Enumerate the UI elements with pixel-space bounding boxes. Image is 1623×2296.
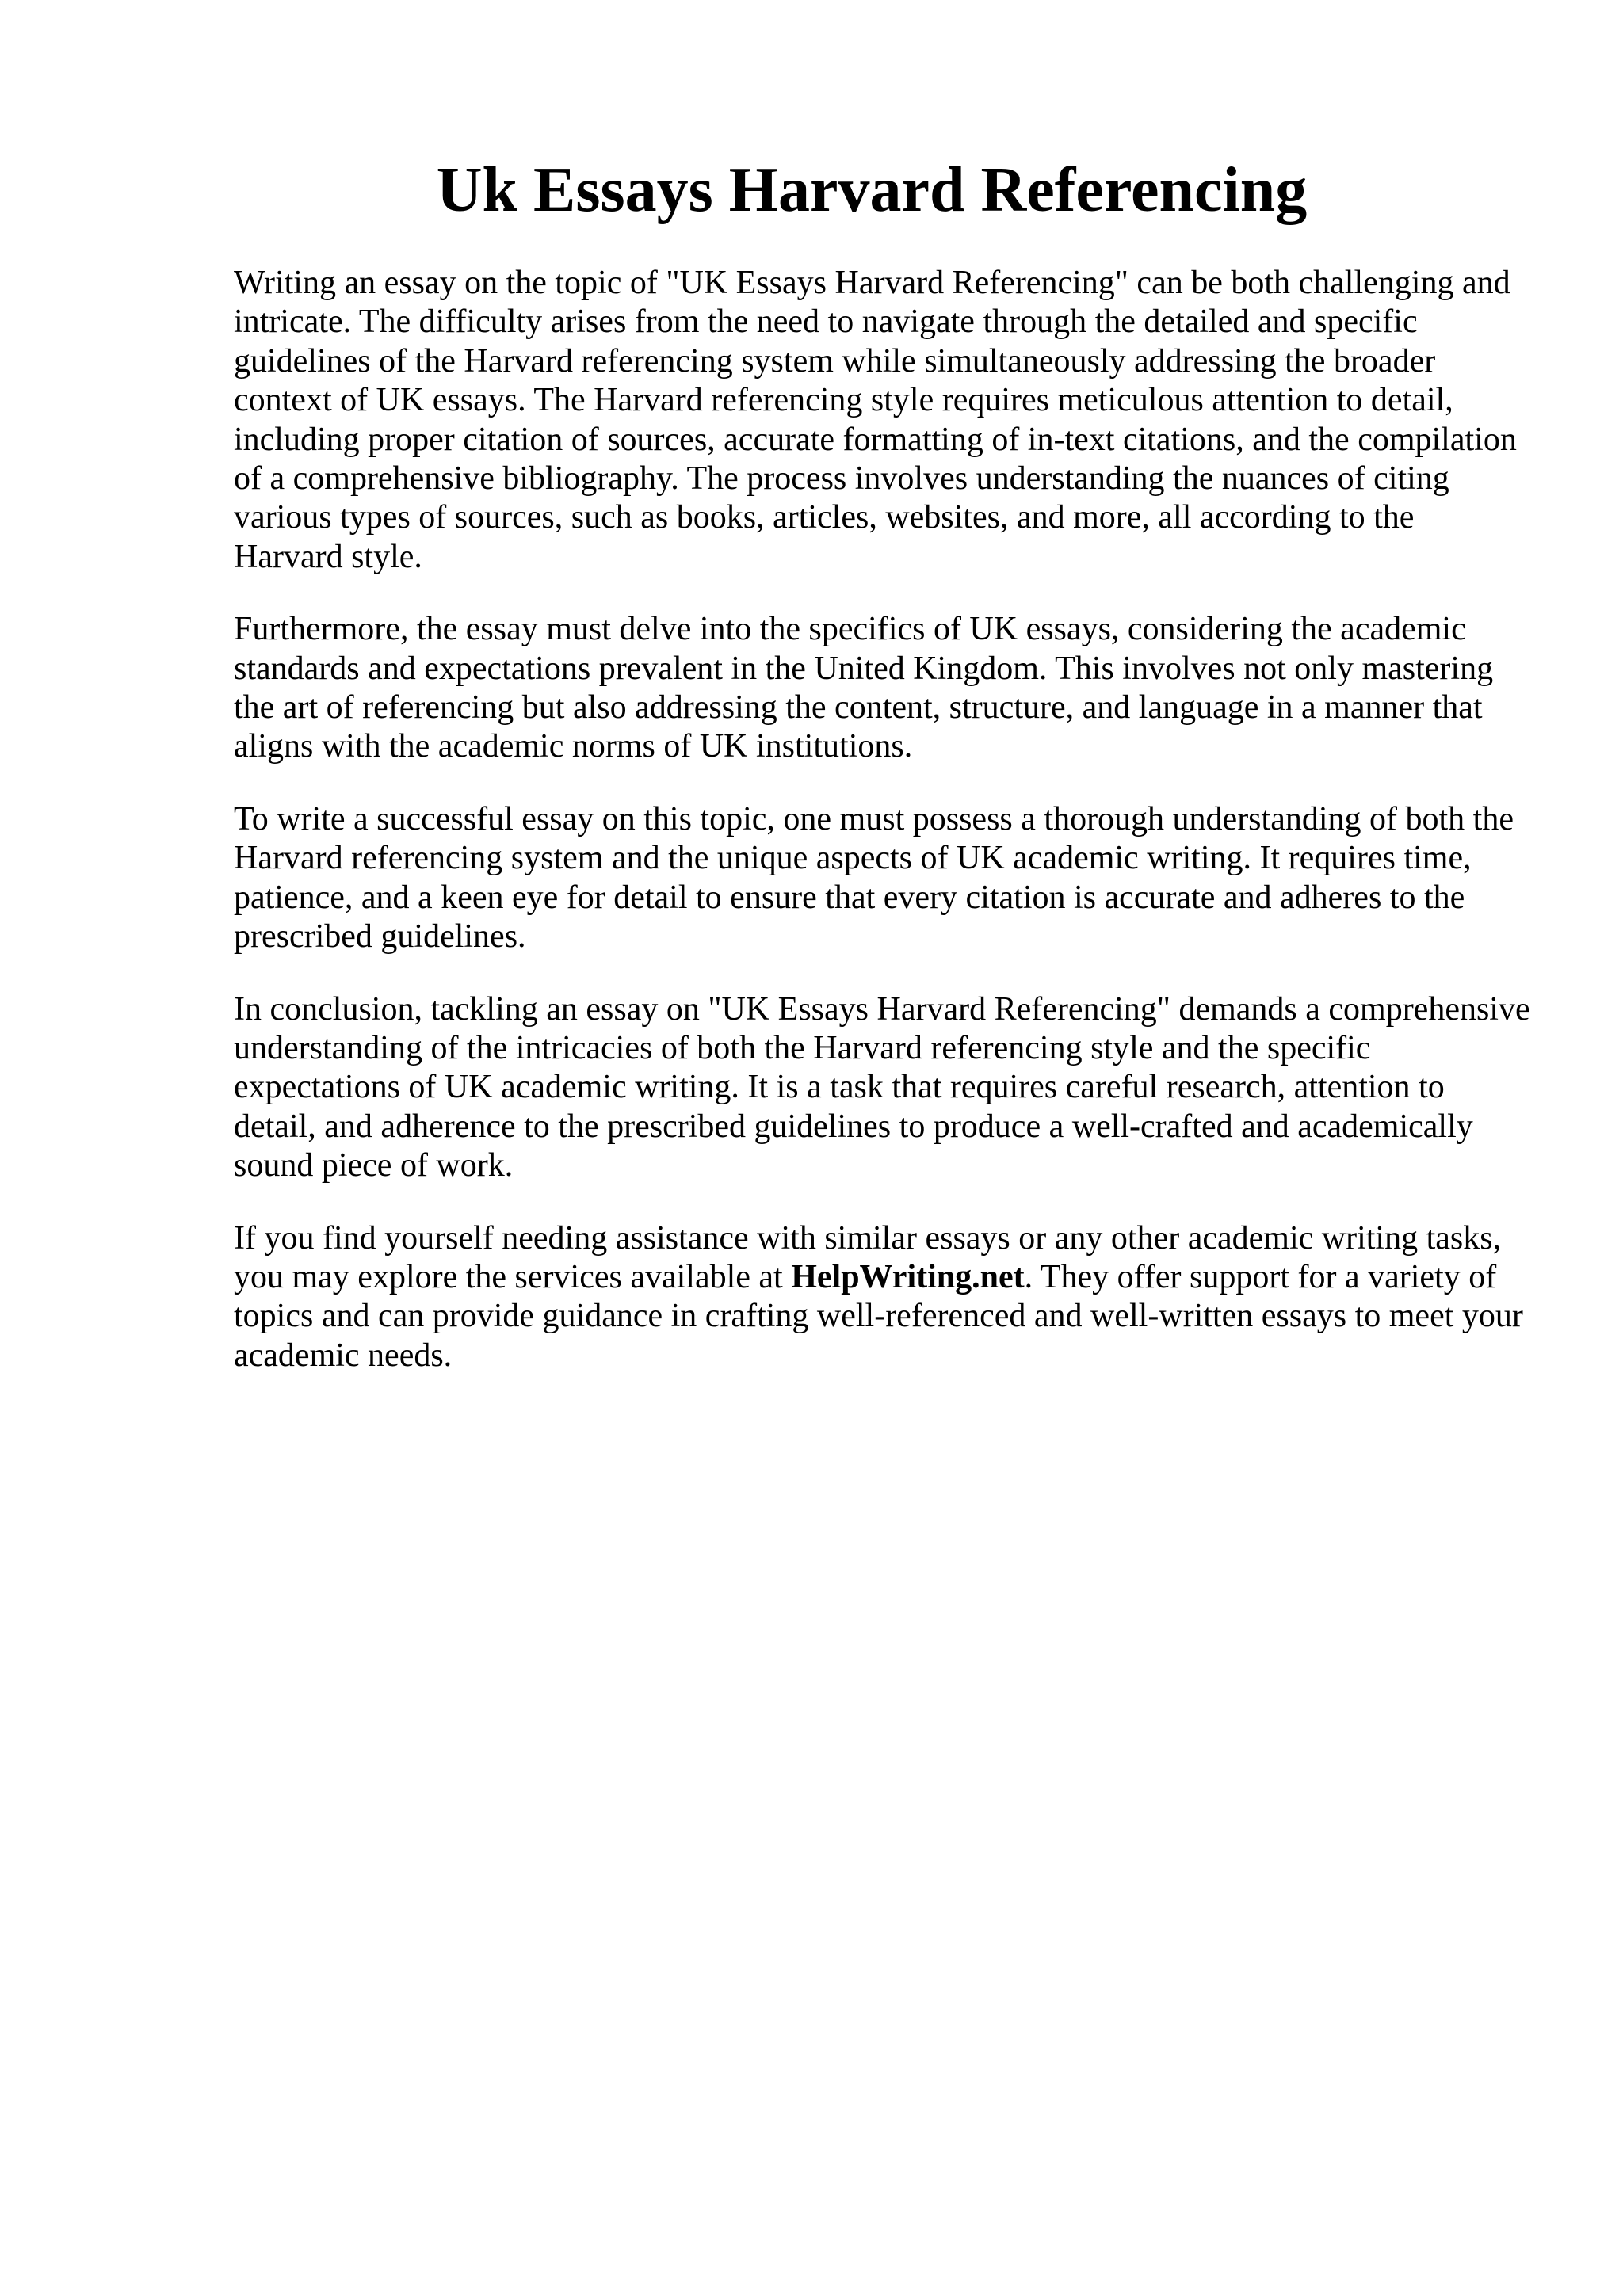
- paragraph-line: patience, and a keen eye for detail to ensure that every citation is accurate and adheres to the: [234, 879, 1465, 916]
- line-text-before-link: you may explore the services available at: [234, 1258, 792, 1295]
- paragraph-line: In conclusion, tackling an essay on "UK Essays Harvard Referencing" demands a comprehensive: [234, 990, 1530, 1028]
- paragraph-2: [234, 610, 1533, 767]
- paragraph-line: topics and can provide guidance in crafting well-referenced and well-written essays to meet your: [234, 1298, 1523, 1335]
- paragraph-3: [234, 800, 1533, 957]
- paragraph-line: Writing an essay on the topic of "UK Essays Harvard Referencing" can be both challenging and: [234, 265, 1510, 301]
- paragraph-line: If you find yourself needing assistance with similar essays or any other academic writing tasks,: [234, 1219, 1502, 1257]
- paragraph-line: intricate. The difficulty arises from the need to navigate through the detailed and specific: [234, 303, 1418, 341]
- helpwriting-link[interactable]: HelpWriting.net: [791, 1258, 1025, 1295]
- paragraph-line: Harvard style.: [234, 538, 422, 575]
- paragraph-line: aligns with the academic norms of UK institutions.: [234, 728, 913, 765]
- paragraph-line: guidelines of the Harvard referencing system while simultaneously addressing the broader: [234, 342, 1436, 379]
- essay-body: [234, 264, 1533, 1409]
- paragraph-line: Furthermore, the essay must delve into the specifics of UK essays, considering the academic: [234, 611, 1466, 648]
- paragraph-line: detail, and adherence to the prescribed guidelines to produce a well-crafted and academically: [234, 1108, 1473, 1145]
- paragraph-line: various types of sources, such as books, articles, websites, and more, all according to the: [234, 499, 1415, 536]
- paragraph-5: [234, 1219, 1533, 1376]
- paragraph-line: prescribed guidelines.: [234, 918, 526, 955]
- paragraph-line: of a comprehensive bibliography. The process involves understanding the nuances of citing: [234, 460, 1449, 498]
- paragraph-line: sound piece of work.: [234, 1147, 514, 1184]
- paragraph-4: [234, 990, 1533, 1186]
- paragraph-line: including proper citation of sources, accurate formatting of in-text citations, and the compilation: [234, 421, 1517, 458]
- line-text-after-link: . They offer support for a variety of: [1024, 1258, 1497, 1295]
- paragraph-line: To write a successful essay on this topic, one must possess a thorough understanding of both the: [234, 800, 1514, 837]
- paragraph-line: understanding of the intricacies of both the Harvard referencing style and the specific: [234, 1029, 1371, 1066]
- paragraph-line: academic needs.: [234, 1337, 453, 1374]
- paragraph-line: Harvard referencing system and the unique aspects of UK academic writing. It requires time,: [234, 840, 1472, 877]
- paragraph-line: context of UK essays. The Harvard referencing style requires meticulous attention to detail,: [234, 382, 1453, 419]
- paragraph-line: expectations of UK academic writing. It is a task that requires careful research, attention to: [234, 1069, 1445, 1106]
- paragraph-line: standards and expectations prevalent in the United Kingdom. This involves not only mastering: [234, 650, 1494, 687]
- paragraph-line: the art of referencing but also addressing the content, structure, and language in a manner that: [234, 689, 1483, 727]
- paragraph-1: [234, 264, 1533, 577]
- paragraph-line-with-link: [234, 1258, 1533, 1297]
- page-title: Uk Essays Harvard Referencing: [436, 155, 1308, 225]
